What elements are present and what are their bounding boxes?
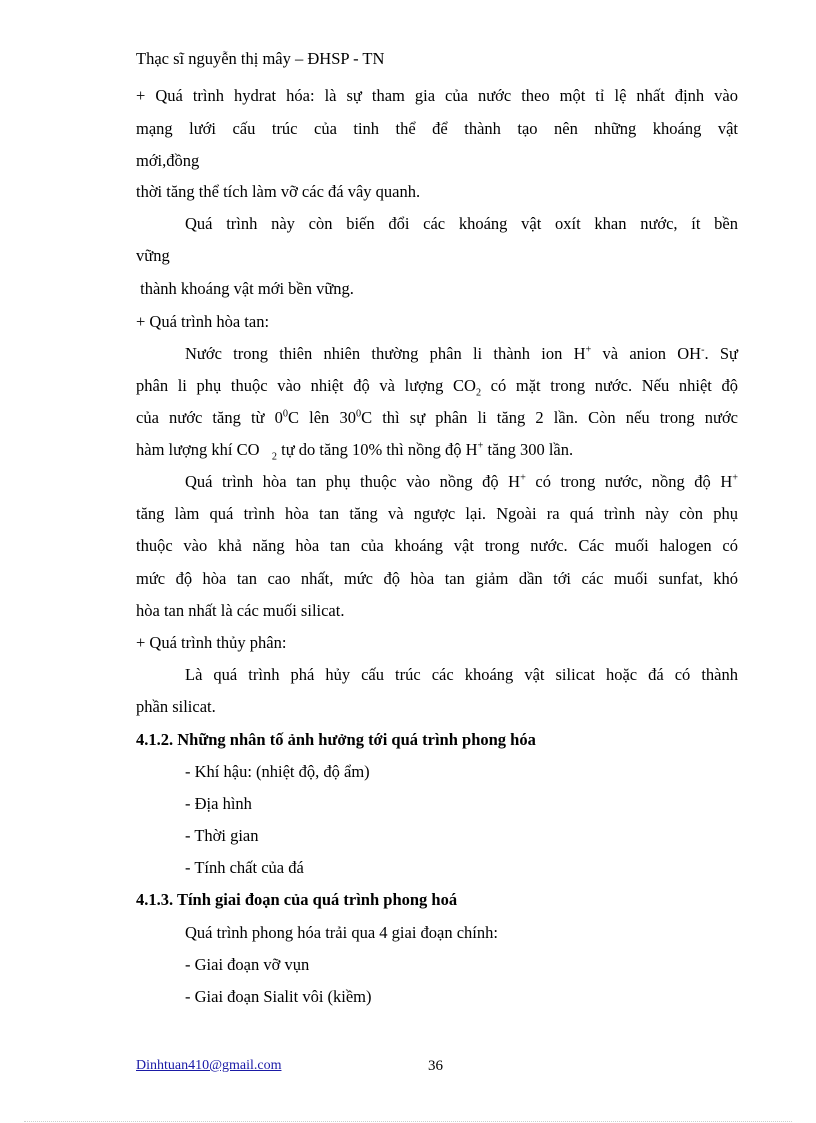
page-number: 36 — [428, 1058, 443, 1074]
section-heading-4-1-3: 4.1.3. Tính giai đoạn của quá trình phong hoá — [136, 890, 458, 909]
hoa-tan-p2-line-3: thuộc vào khả năng hòa tan của khoáng vật trong nước. Các muối halogen có — [136, 536, 738, 555]
section-heading-4-1-2: 4.1.2. Những nhân tố ảnh hưởng tới quá trình phong hóa — [136, 730, 536, 749]
header-author: Thạc sĩ nguyễn thị mây – ĐHSP - TN — [136, 49, 385, 68]
bien-doi-line-2: vững — [136, 246, 170, 265]
hoa-tan-p1-line-3: của nước tăng từ $0^0C$ lên $30^0C$ thì sự phân li tăng 2 lần. Còn nếu trong nước — [136, 408, 738, 427]
factor-item: - Thời gian — [185, 826, 259, 845]
factor-item: - Tính chất của đá — [185, 858, 304, 877]
stages-intro: Quá trình phong hóa trải qua 4 giai đoạn chính: — [185, 923, 498, 942]
thuy-phan-line-1: Là quá trình phá hủy cấu trúc các khoáng vật silicat hoặc đá có thành — [185, 665, 738, 684]
thuy-phan-heading: + Quá trình thủy phân: — [136, 633, 287, 652]
hydrat-line-4: thời tăng thể tích làm vỡ các đá vây quanh. — [136, 182, 421, 201]
stage-item: - Giai đoạn vỡ vụn — [185, 955, 310, 974]
hoa-tan-p2-line-2: tăng làm quá trình hòa tan tăng và ngược lại. Ngoài ra quá trình này còn phụ — [136, 504, 738, 523]
hoa-tan-p2-line-1: Quá trình hòa tan phụ thuộc vào nồng độ H+ có trong nước, nồng độ H+ — [185, 472, 739, 491]
hoa-tan-p1-line-4: hàm lượng khí CO $_2$ tự do tăng 10% thì nồng độ H+ tăng 300 lần. — [136, 440, 574, 463]
footer-email-link[interactable]: Dinhtuan410@gmail.com — [136, 1058, 282, 1073]
hoa-tan-p1-line-1: Nước trong thiên nhiên thường phân li thành ion H+ và anion OH-. Sự — [185, 344, 738, 363]
hydrat-line-3: mới,đồng — [136, 151, 200, 170]
factor-item: - Địa hình — [185, 794, 252, 813]
stage-item: - Giai đoạn Sialit vôi (kiềm) — [185, 987, 372, 1006]
hoa-tan-p2-line-5: hòa tan nhất là các muối silicat. — [136, 601, 345, 620]
page-bottom-border — [24, 1121, 792, 1122]
bien-doi-line-3: thành khoáng vật mới bền vững. — [136, 279, 354, 298]
bien-doi-line-1: Quá trình này còn biến đổi các khoáng vật oxít khan nước, ít bền — [185, 214, 738, 233]
hoa-tan-p2-line-4: mức độ hòa tan cao nhất, mức độ hòa tan giảm dần tới các muối sunfat, khó — [136, 569, 738, 588]
hoa-tan-heading: + Quá trình hòa tan: — [136, 312, 270, 331]
hoa-tan-p1-line-2: phân li phụ thuộc vào nhiệt độ và lượng $CO_2$ có mặt trong nước. Nếu nhiệt độ — [136, 376, 738, 399]
thuy-phan-line-2: phần silicat. — [136, 697, 216, 716]
hydrat-line-2: mạng lưới cấu trúc của tinh thể để thành tạo nên những khoáng vật — [136, 119, 738, 138]
factor-item: - Khí hậu: (nhiệt độ, độ ẩm) — [185, 762, 370, 781]
hydrat-line-1: + Quá trình hydrat hóa: là sự tham gia của nước theo một tỉ lệ nhất định vào — [136, 86, 738, 105]
